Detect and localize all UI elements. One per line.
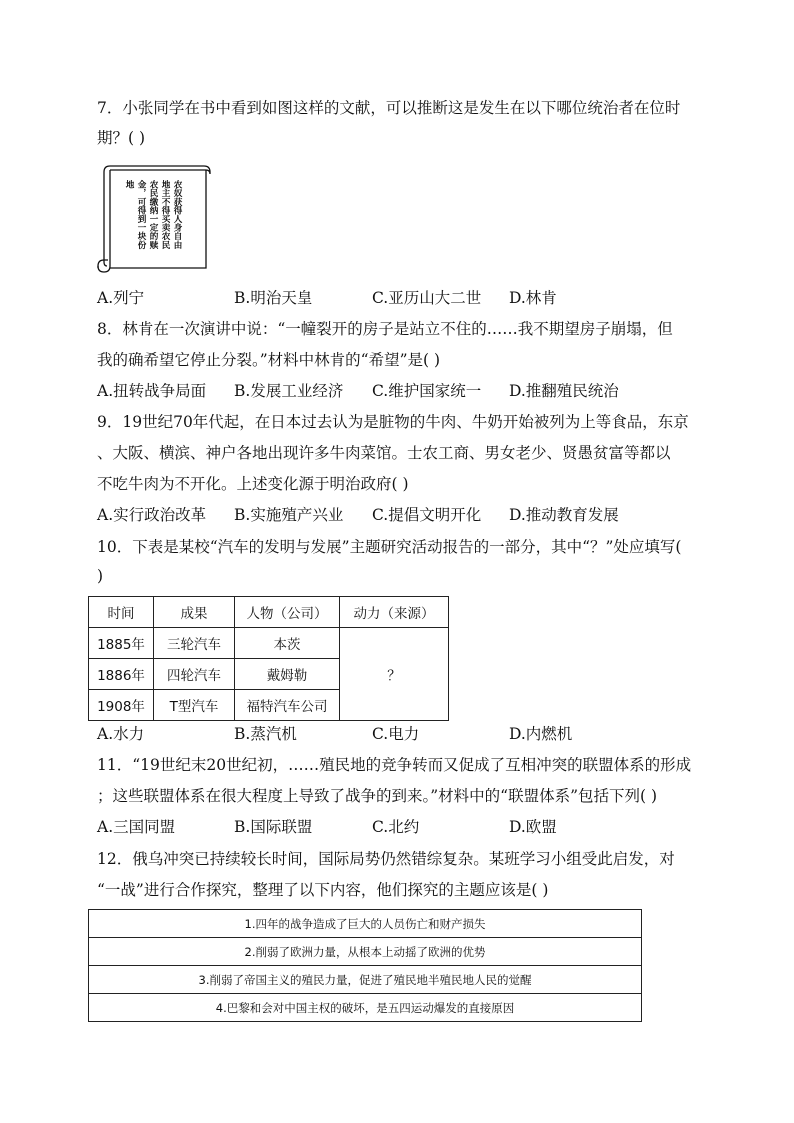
q11-option-c[interactable]: C.北约: [372, 818, 420, 836]
q9-option-d[interactable]: D.推动教育发展: [509, 506, 619, 524]
table-cell: 本茨: [235, 628, 340, 659]
table-cell: 1885年: [89, 628, 154, 659]
q11-option-b[interactable]: B.国际联盟: [234, 818, 313, 836]
q8-option-d[interactable]: D.推翻殖民统治: [509, 382, 619, 400]
q10-option-b[interactable]: B.蒸汽机: [234, 725, 297, 743]
q8-option-b[interactable]: B.发展工业经济: [234, 382, 344, 400]
table-row: [89, 938, 642, 966]
table-row: [89, 966, 642, 994]
q7-stem-line1: 7．小张同学在书中看到如图这样的文献，可以推断这是发生在以下哪位统治者在位时: [97, 99, 681, 117]
scroll-col-2: 地主不得买卖农民: [160, 180, 170, 249]
q11-stem-line1: 11．“19世纪末20世纪初，……殖民地的竞争转而又促成了互相冲突的联盟体系的形成: [97, 756, 692, 774]
q9-stem-line1: 9．19世纪70年代起，在日本过去认为是脏物的牛肉、牛奶开始被列为上等食品，东京: [97, 413, 689, 431]
table-row: [89, 628, 449, 659]
table-cell: 福特汽车公司: [235, 690, 340, 721]
q9-stem-line2: 、大阪、横滨、神户各地出现许多牛肉菜馆。士农工商、男女老少、贤愚贫富等都以: [97, 444, 671, 462]
q8-option-c[interactable]: C.维护国家统一: [372, 382, 482, 400]
table-cell: 2.削弱了欧洲力量，从根本上动摇了欧洲的优势: [89, 938, 642, 966]
table-header-achievement: 成果: [154, 597, 235, 628]
table-cell: 1.四年的战争造成了巨大的人员伤亡和财产损失: [89, 910, 642, 938]
q7-stem-line2: 期？( ): [97, 129, 146, 147]
car-development-table: [88, 596, 449, 721]
scroll-col-3: 农民缴纳一定的赎: [148, 180, 158, 249]
q7-option-c[interactable]: C.亚历山大二世: [372, 289, 482, 307]
table-row: [89, 994, 642, 1022]
q8-stem-line2: 我的确希望它停止分裂。”材料中林肯的“希望”是( ): [97, 351, 441, 369]
table-cell: 1886年: [89, 659, 154, 690]
table-cell: 四轮汽车: [154, 659, 235, 690]
q9-option-a[interactable]: A.实行政治改革: [97, 506, 207, 524]
q7-option-b[interactable]: B.明治天皇: [234, 289, 313, 307]
table-cell: T型汽车: [154, 690, 235, 721]
q8-stem-line1: 8．林肯在一次演讲中说：“一幢裂开的房子是站立不住的……我不期望房子崩塌，但: [97, 320, 673, 338]
table-cell: 1908年: [89, 690, 154, 721]
q10-option-a[interactable]: A.水力: [97, 725, 145, 743]
q10-stem-line2: ): [97, 567, 104, 585]
q9-stem-line3: 不吃牛肉为不开化。上述变化源于明治政府( ): [97, 475, 409, 493]
q11-option-d[interactable]: D.欧盟: [509, 818, 557, 836]
q10-option-c[interactable]: C.电力: [372, 725, 420, 743]
q7-option-d[interactable]: D.林肯: [509, 289, 557, 307]
table-cell: 三轮汽车: [154, 628, 235, 659]
q11-stem-line2: ；这些联盟体系在很大程度上导致了战争的到来。”材料中的“联盟体系”包括下列( ): [97, 787, 658, 805]
q12-stem-line1: 12．俄乌冲突已持续较长时间，国际局势仍然错综复杂。某班学习小组受此启发，对: [97, 850, 675, 868]
q10-option-d[interactable]: D.内燃机: [509, 725, 573, 743]
ww1-topics-table: [88, 909, 642, 1022]
table-header-power: 动力（来源）: [340, 597, 449, 628]
table-merged-question-cell: ？: [340, 628, 449, 721]
table-header-time: 时间: [89, 597, 154, 628]
scroll-col-4: 金，可得到一块份: [136, 180, 146, 249]
table-cell: 戴姆勒: [235, 659, 340, 690]
q11-option-a[interactable]: A.三国同盟: [97, 818, 176, 836]
scroll-col-5: 地: [124, 180, 134, 189]
scroll-col-1: 农奴获得人身自由: [172, 180, 182, 249]
q8-option-a[interactable]: A.扭转战争局面: [97, 382, 207, 400]
q9-option-c[interactable]: C.提倡文明开化: [372, 506, 482, 524]
table-cell: 4.巴黎和会对中国主权的破坏，是五四运动爆发的直接原因: [89, 994, 642, 1022]
table-cell: 3.削弱了帝国主义的殖民力量，促进了殖民地半殖民地人民的觉醒: [89, 966, 642, 994]
q10-stem-line1: 10．下表是某校“汽车的发明与发展”主题研究活动报告的一部分，其中“？”处应填写(: [97, 538, 682, 556]
table-row: [89, 910, 642, 938]
table-header-person: 人物（公司）: [235, 597, 340, 628]
q12-stem-line2: “一战”进行合作探究，整理了以下内容，他们探究的主题应该是( ): [97, 881, 549, 899]
q7-option-a[interactable]: A.列宁: [97, 289, 145, 307]
scroll-document-image: [94, 162, 212, 274]
q9-option-b[interactable]: B.实施殖产兴业: [234, 506, 344, 524]
